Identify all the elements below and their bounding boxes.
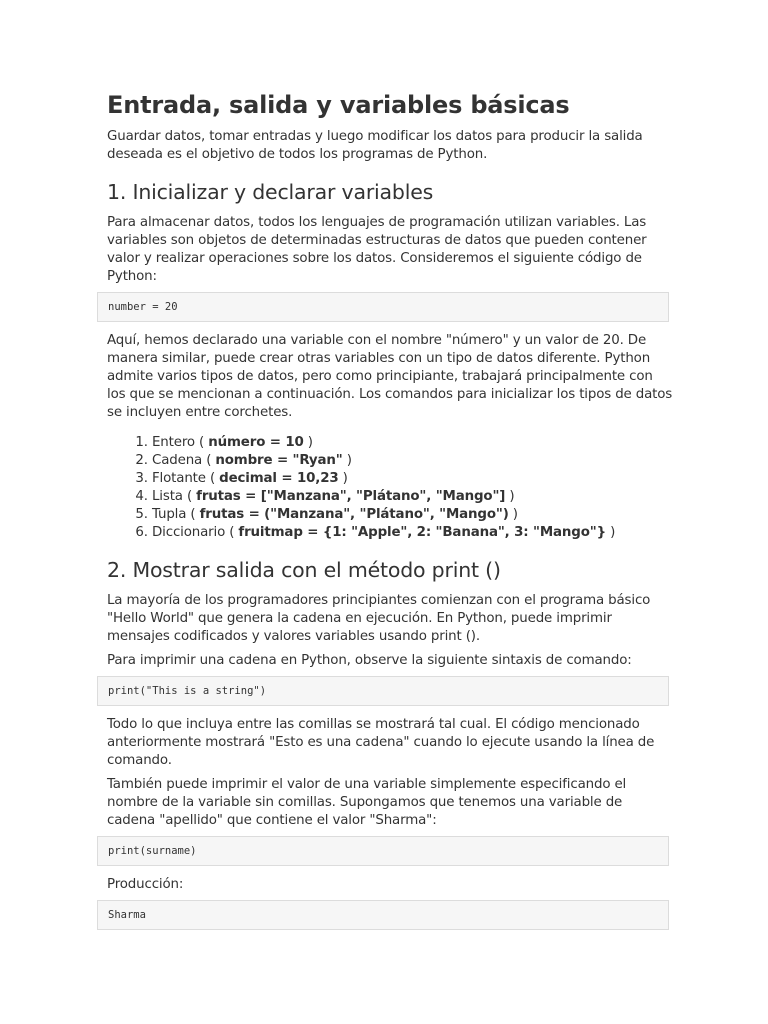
list-item-label: Entero ( [152, 435, 209, 450]
list-item-label: Cadena ( [152, 453, 216, 468]
list-item-code: número = 10 [208, 435, 304, 450]
list-item [152, 452, 673, 470]
list-item-end: ) [342, 453, 352, 468]
code-block-number: number = 20 [97, 292, 669, 322]
list-item-end: ) [505, 489, 515, 504]
list-item-label: Tupla ( [152, 507, 200, 522]
list-item-end: ) [508, 507, 518, 522]
list-item-end: ) [303, 435, 313, 450]
list-item [152, 506, 673, 524]
list-item-code: frutas = ("Manzana", "Plátano", "Mango") [199, 507, 509, 522]
list-item-code: frutas = ["Manzana", "Plátano", "Mango"] [196, 489, 506, 504]
section-2-paragraph-1: La mayoría de los programadores principiantes comienzan con el programa básico "Hello World" que genera la cadena en ejecución. En Python, puede imprimir mensajes codificados y valores variables usando print (). [107, 593, 651, 644]
output-label: Producción: [107, 877, 184, 892]
list-item-code: fruitmap = {1: "Apple", 2: "Banana", 3: "Mango"} [238, 525, 606, 540]
list-item-label: Diccionario ( [152, 525, 239, 540]
section-1-heading: 1. Inicializar y declarar variables [107, 180, 434, 204]
code-block-print-string: print("This is a string") [97, 676, 669, 706]
page-title: Entrada, salida y variables básicas [107, 91, 570, 119]
intro-paragraph: Guardar datos, tomar entradas y luego modificar los datos para producir la salida deseada es el objetivo de todos los programas de Python. [107, 129, 643, 162]
list-item-code: nombre = "Ryan" [215, 453, 343, 468]
list-item-label: Flotante ( [152, 471, 220, 486]
list-item [152, 524, 673, 542]
data-types-list [107, 434, 673, 542]
list-item [152, 470, 673, 488]
document-page [107, 88, 673, 940]
section-1-paragraph-2: Aquí, hemos declarado una variable con el nombre "número" y un valor de 20. De manera similar, puede crear otras variables con un tipo de datos diferente. Python admite varios tipos de datos, pero como principiante, trabajará principalmente con los que se mencionan a continuación. Los comandos para inicializar los tipos de datos se incluyen entre corchetes. [107, 333, 673, 420]
section-2-paragraph-3: Todo lo que incluya entre las comillas se mostrará tal cual. El código mencionado anteriormente mostrará "Esto es una cadena" cuando lo ejecute usando la línea de comando. [107, 717, 655, 768]
section-2-paragraph-2: Para imprimir una cadena en Python, observe la siguiente sintaxis de comando: [107, 653, 632, 668]
code-block-output: Sharma [97, 900, 669, 930]
section-2-heading: 2. Mostrar salida con el método print () [107, 558, 501, 582]
section-2-paragraph-4: También puede imprimir el valor de una variable simplemente especificando el nombre de la variable sin comillas. Supongamos que tenemos una variable de cadena "apellido" que contiene el valor "Sharma": [107, 777, 627, 828]
section-1-paragraph-1: Para almacenar datos, todos los lenguajes de programación utilizan variables. Las variables son objetos de determinadas estructuras de datos que pueden contener valor y realizar operaciones sobre los datos. Consideremos el siguiente código de Python: [107, 215, 647, 284]
list-item-end: ) [605, 525, 616, 540]
code-block-print-surname: print(surname) [97, 836, 669, 866]
list-item-end: ) [338, 471, 348, 486]
list-item-label: Lista ( [152, 489, 197, 504]
list-item-code: decimal = 10,23 [219, 471, 339, 486]
list-item [152, 434, 673, 452]
list-item [152, 488, 673, 506]
